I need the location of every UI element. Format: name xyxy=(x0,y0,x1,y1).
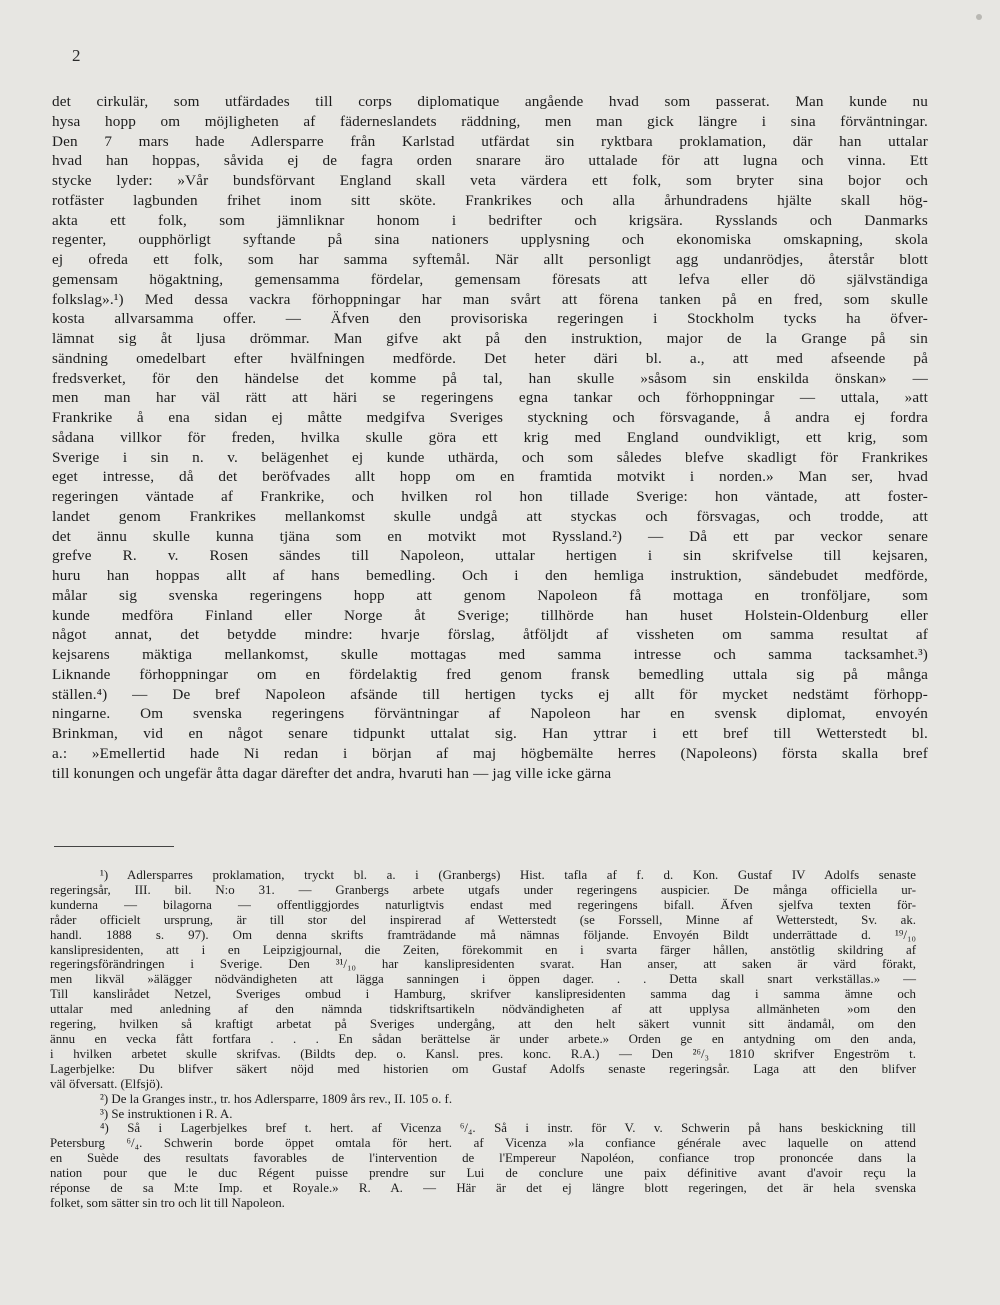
footnote-line: kunderna — bilagorna — offentliggjordes naturligtvis endast med regeringens bifall. Äfven sjelfva texten för- xyxy=(50,897,916,912)
footnote-line: råder officielt ursprung, är till stor del inspirerad af Wetterstedt (se Forssell, Minne af Wetterstedt, Sv. ak. xyxy=(50,912,916,927)
text-line: det ännu skulle kunna tjäna som en motvikt mot Ryssland.²) — Då ett par veckor senare xyxy=(52,527,928,545)
text-line: stycke lyder: »Vår bundsförvant England skall veta värdera ett folk, som bryter sina bojor och xyxy=(52,172,928,189)
text-line: kosta allvarsamma offer. — Äfven den provisoriska regeringen i Stockholm tycks ha öfver- xyxy=(52,310,928,328)
text-line: kejsarens mäktiga mellankomst, skulle mottagas med samma intresse och samma tacksamhet.³) xyxy=(52,646,928,663)
text-line: huru han hoppas allt af hans bemedling. Och i den hemliga instruktion, sändebudet medförde, xyxy=(52,567,928,584)
footnote-line: ²) De la Granges instr., tr. hos Adlersparre, 1809 års rev., II. 105 o. f. xyxy=(100,1091,453,1106)
footnote-line: folket, som sätter sin tro och lit till Napoleon. xyxy=(50,1195,285,1210)
text-line: det cirkulär, som utfärdades till corps diplomatique angående hvad som passerat. Man kunde nu xyxy=(52,93,928,110)
footnote-line: Lagerbjelke: Du blifver säkert nöjd med historien om Gustaf Adolfs senaste regeringsår. Laga att den blifver xyxy=(50,1061,916,1076)
footnote-line: uttalar med anledning af den nämnda tidskriftsartikeln nödvändigheten af att upplysa allmänheten »om den xyxy=(50,1002,916,1017)
page-number: 2 xyxy=(72,46,81,65)
text-line: hysa hopp om möjligheten af fäderneslandets räddning, men man gick längre i sina förväntningar. xyxy=(52,112,928,130)
footnote-line: réponse de sa M:te Imp. et Royale.» R. A. — Här är det ej längre blott regeringen, det är hela svenska xyxy=(50,1181,916,1196)
text-line: gemensam högaktning, gemensamma fördelar, gemensam föresats att lefva eller dö självständiga xyxy=(52,270,928,288)
text-line: rotfäster lagbunden frihet inom sitt sköte. Frankrikes och alla århundradens hjälte skall hög- xyxy=(52,191,928,209)
text-line: ställen.⁴) — De bref Napoleon afsände till hertigen tycks ej allt för mycket nedstämt förhopp- xyxy=(52,685,928,703)
text-line: något annat, det betydde mindre: hvarje förslag, åtföljdt af vissheten om samma resultat af xyxy=(52,626,928,644)
text-line: regenter, oupphörligt syftande på sina nationers upplysning och ekonomiska omskapning, skola xyxy=(52,231,928,249)
text-line: hvad han hoppas, såvida ej de fagra orden snarare äro uttalade för att lugna och vinna. Ett xyxy=(52,152,928,170)
footnote-line: ¹) Adlersparres proklamation, tryckt bl. a. i (Granbergs) Hist. tafla af f. d. Kon. Gustaf IV Adolfs senaste xyxy=(100,868,916,882)
footnote-line: nation pour que le duc Régent puisse prendre sur Lui de conclure une paix définitive avant d'avoir reçu la xyxy=(50,1166,916,1181)
footnote-line: i hvilken arbetet skulle skrifvas. (Bildts dep. o. Kansl. pres. konc. R.A.) — Den ²⁶/₃ 1810 skrifver Engeström t. xyxy=(50,1046,916,1061)
text-line: Sverige i sin n. v. belägenhet ej kunde uthärda, och som således blefve skadligt för Frankrikes xyxy=(52,448,928,466)
footnote-line: ännu en vecka fått fortfara . . . En sådan berättelse är under arbete.» Orden ge en antydning om den anda, xyxy=(50,1031,916,1046)
footnote-line: handl. 1888 s. 97). Om denna skrifts framträdande må nämnas följande. Envoyén Bildt underrättade d. ¹⁹/₁₀ xyxy=(50,927,916,942)
text-line: folkslag».¹) Med dessa vackra förhoppningar har man svårt att förena tanken på en fred, som skulle xyxy=(52,290,928,308)
footnote-line: regeringsförändringen i Sverige. Den ³¹/₁₀ har kanslipresidenten svarat. Han anser, att saken är värd förakt, xyxy=(50,957,916,972)
text-line: till konungen och ungefär åtta dagar därefter det andra, hvaruti han — jag ville icke gärna xyxy=(52,764,612,782)
text-line: målar sig svenska regeringens hopp att genom Napoleon få mottaga en tronföljare, som xyxy=(52,586,928,604)
text-line: akta ett folk, som jämnliknar honom i bedrifter och krigsära. Rysslands och Danmarks xyxy=(52,211,928,229)
text-line: grefve R. v. Rosen sändes till Napoleon, uttalar hertigen i sin skrifvelse till kejsaren, xyxy=(52,547,928,565)
text-line: Brinkman, vid en något senare tidpunkt uttalat sig. Han yttrar i ett bref till Wetterstedt bl. xyxy=(52,725,928,742)
text-line: eget intresse, då det beröfvades allt hopp om en framtida motvikt i norden.» Man ser, hvad xyxy=(52,468,928,486)
text-line: fredsverket, för den händelse det komme på tal, han skulle »såsom sin enskilda önskan» — xyxy=(52,369,928,387)
text-line: sådana villkor för freden, hvilka skulle göra ett krig med England oundvikligt, ett krig, som xyxy=(52,428,928,446)
footnote-line: väl öfversatt. (Elfsjö). xyxy=(50,1076,164,1091)
footnote-line: regeringsår, III. bil. N:o 31. — Granbergs arbete utgafs under regeringens auspicier. De många officiella ur- xyxy=(50,882,916,897)
footnote-line: regering, hvilken så kraftigt arbetat på Sveriges undergång, att den helt säkert vunnit sitt ändamål, om den xyxy=(50,1017,916,1032)
footnote-line: ³) Se instruktionen i R. A. xyxy=(100,1106,233,1121)
footnote-line: men likväl »älägger nödvändigheten att lägga sanningen i öppen dager. . . Detta skall snart verkställas.» — xyxy=(50,972,916,987)
text-line: ningarne. Om svenska regeringens förväntningar af Napoleon har en svensk diplomat, envoyén xyxy=(52,705,928,723)
footnote-line: Till kanslirådet Netzel, Sveriges ombud i Hamburg, skrifver kanslipresidenten samma dag i samma ämne och xyxy=(50,987,916,1002)
text-line: Frankrike å ena sidan ej måtte medgifva Sveriges styckning och försvagande, å andra ej fordra xyxy=(52,409,928,426)
text-line: Liknande förhoppningar om en fördelaktig fred genom fransk bemedling uttala sig på många xyxy=(52,665,928,683)
text-line: ej ofreda ett folk, som har samma syftemål. När allt personligt agg undanrödjes, återstår blott xyxy=(52,251,928,268)
text-line: regeringen väntade af Frankrike, och hvilken rol hon tillade Sverige: hon väntade, att foster- xyxy=(52,488,928,505)
footnote-divider xyxy=(54,846,174,847)
text-line: kunde medföra Finland eller Norge åt Sverige; tillhörde han huset Holstein-Oldenburg eller xyxy=(52,606,928,624)
text-line: men man har väl rätt att häri se regeringens egna tankar och förhoppningar — uttala, »att xyxy=(52,389,928,407)
text-line: a.: »Emellertid hade Ni redan i början af maj högbemälte herres (Napoleons) första skalla bref xyxy=(52,744,928,762)
text-line: Den 7 mars hade Adlersparre från Karlstad utfärdat sin ryktbara proklamation, där han uttalar xyxy=(52,132,928,150)
text-line: landet genom Frankrikes mellankomst skulle undgå att styckas och försvagas, och trodde, att xyxy=(52,507,928,525)
main-text xyxy=(52,92,928,783)
footnote-line: Petersburg ⁶/₄. Schwerin borde öppet omtala för hert. af Vicenza »la confiance générale avec laquelle on attend xyxy=(50,1136,916,1151)
footnote-line: ⁴) Så i Lagerbjelkes bref t. hert. af Vicenza ⁶/₄. Så i instr. för V. v. Schwerin på hans beskickning till xyxy=(100,1121,916,1136)
footnotes xyxy=(50,868,916,1211)
text-line: lämnat sig åt ljusa drömmar. Man gifve akt på den instruktion, major de la Grange på sin xyxy=(52,330,928,347)
text-line: sändning omedelbart efter hvälfningen medförde. Det heter däri bl. a., att med afseende på xyxy=(52,349,928,367)
footnote-line: kanslipresidenten, att i en Leipzigjournal, die Zeiten, förekommit en i svarta färger hållen, anstötlig skildring af xyxy=(50,942,916,957)
footnote-line: en Suède des resultats favorables de l'intervention de l'Empereur Napoléon, confiance trop prononcée dans la xyxy=(50,1151,916,1166)
paper-speck xyxy=(976,14,982,20)
